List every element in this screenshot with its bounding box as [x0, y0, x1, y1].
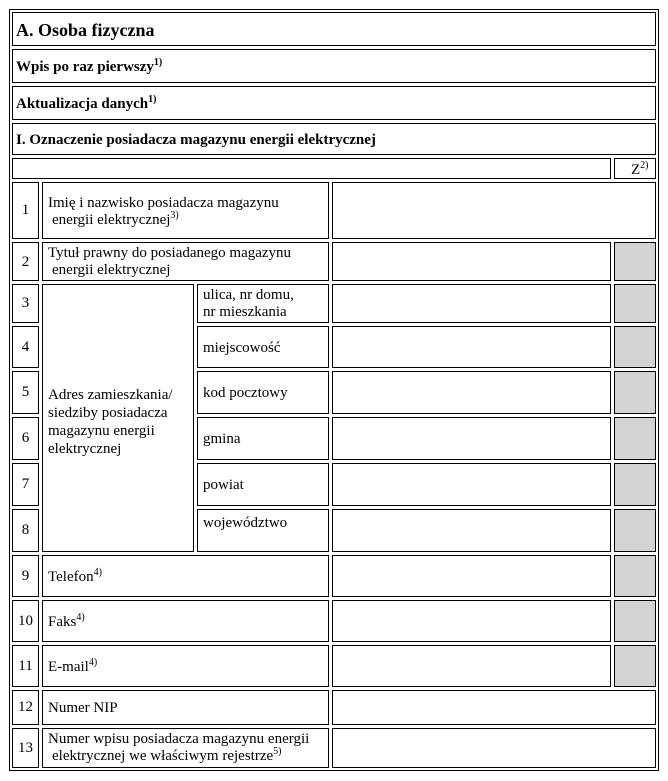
register-number-input[interactable] [332, 728, 656, 768]
first-entry-label: Wpis po raz pierwszy$^{1)}$ [16, 57, 163, 75]
row-label-11: E-mail$^{4)}$ [42, 645, 329, 687]
email-input[interactable] [332, 645, 611, 687]
name-input[interactable] [332, 182, 656, 239]
z-header-spacer [12, 158, 611, 179]
legal-title-input[interactable] [332, 242, 611, 281]
data-update-row[interactable] [12, 86, 656, 120]
z-checkbox-10[interactable] [614, 600, 656, 642]
row-label-3: ulica, nr domu, nr mieszkania [197, 284, 329, 323]
row-number-11: 11 [12, 645, 39, 687]
section-i-title: I. Oznaczenie posiadacza magazynu energii elektrycznej [16, 132, 376, 148]
z-checkbox-3[interactable] [614, 284, 656, 323]
z-checkbox-9[interactable] [614, 555, 656, 597]
postal-code-input[interactable] [332, 371, 611, 414]
row-label-4: miejscowość [197, 326, 329, 368]
municipality-input[interactable] [332, 417, 611, 460]
row-label-9: Telefon$^{4)}$ [42, 555, 329, 597]
address-group-label: Adres zamieszkania/ siedziby posiadacza magazynu energii elektrycznej [42, 284, 194, 552]
row-label-12: Numer NIP [42, 690, 329, 725]
section-a-title: A. Osoba fizyczna [16, 20, 155, 40]
row-label-7: powiat [197, 463, 329, 506]
row-number-3: 3 [12, 284, 39, 323]
z-checkbox-2[interactable] [614, 242, 656, 281]
row-label-1: Imię i nazwisko posiadacza magazynu energii elektrycznej$^{3)}$ [42, 182, 329, 239]
row-label-5: kod pocztowy [197, 371, 329, 414]
row-number-7: 7 [12, 463, 39, 506]
row-label-6: gmina [197, 417, 329, 460]
row-number-10: 10 [12, 600, 39, 642]
z-checkbox-7[interactable] [614, 463, 656, 506]
voivodeship-input[interactable] [332, 509, 611, 552]
fax-input[interactable] [332, 600, 611, 642]
county-input[interactable] [332, 463, 611, 506]
z-label: $Z^{2)}$ [631, 160, 649, 178]
z-checkbox-11[interactable] [614, 645, 656, 687]
street-input[interactable] [332, 284, 611, 323]
z-column-header [614, 158, 656, 179]
row-number-5: 5 [12, 371, 39, 414]
city-input[interactable] [332, 326, 611, 368]
row-label-2: Tytuł prawny do posiadanego magazynu energii elektrycznej [42, 242, 329, 281]
row-number-6: 6 [12, 417, 39, 460]
row-number-8: 8 [12, 509, 39, 552]
z-checkbox-8[interactable] [614, 509, 656, 552]
section-i-header [12, 123, 656, 155]
row-number-1: 1 [12, 182, 39, 239]
row-number-9: 9 [12, 555, 39, 597]
z-checkbox-5[interactable] [614, 371, 656, 414]
row-label-10: Faks$^{4)}$ [42, 600, 329, 642]
row-number-13: 13 [12, 728, 39, 768]
data-update-label: Aktualizacja danych$^{1)}$ [16, 94, 157, 112]
phone-input[interactable] [332, 555, 611, 597]
z-checkbox-4[interactable] [614, 326, 656, 368]
z-checkbox-6[interactable] [614, 417, 656, 460]
first-entry-row[interactable] [12, 49, 656, 83]
row-number-2: 2 [12, 242, 39, 281]
row-number-4: 4 [12, 326, 39, 368]
row-number-12: 12 [12, 690, 39, 725]
nip-input[interactable] [332, 690, 656, 725]
section-a-header [12, 12, 656, 46]
row-label-13: Numer wpisu posiadacza magazynu energii elektrycznej we właściwym rejestrze$^{5)}$ [42, 728, 329, 768]
row-label-8: województwo [197, 509, 329, 552]
